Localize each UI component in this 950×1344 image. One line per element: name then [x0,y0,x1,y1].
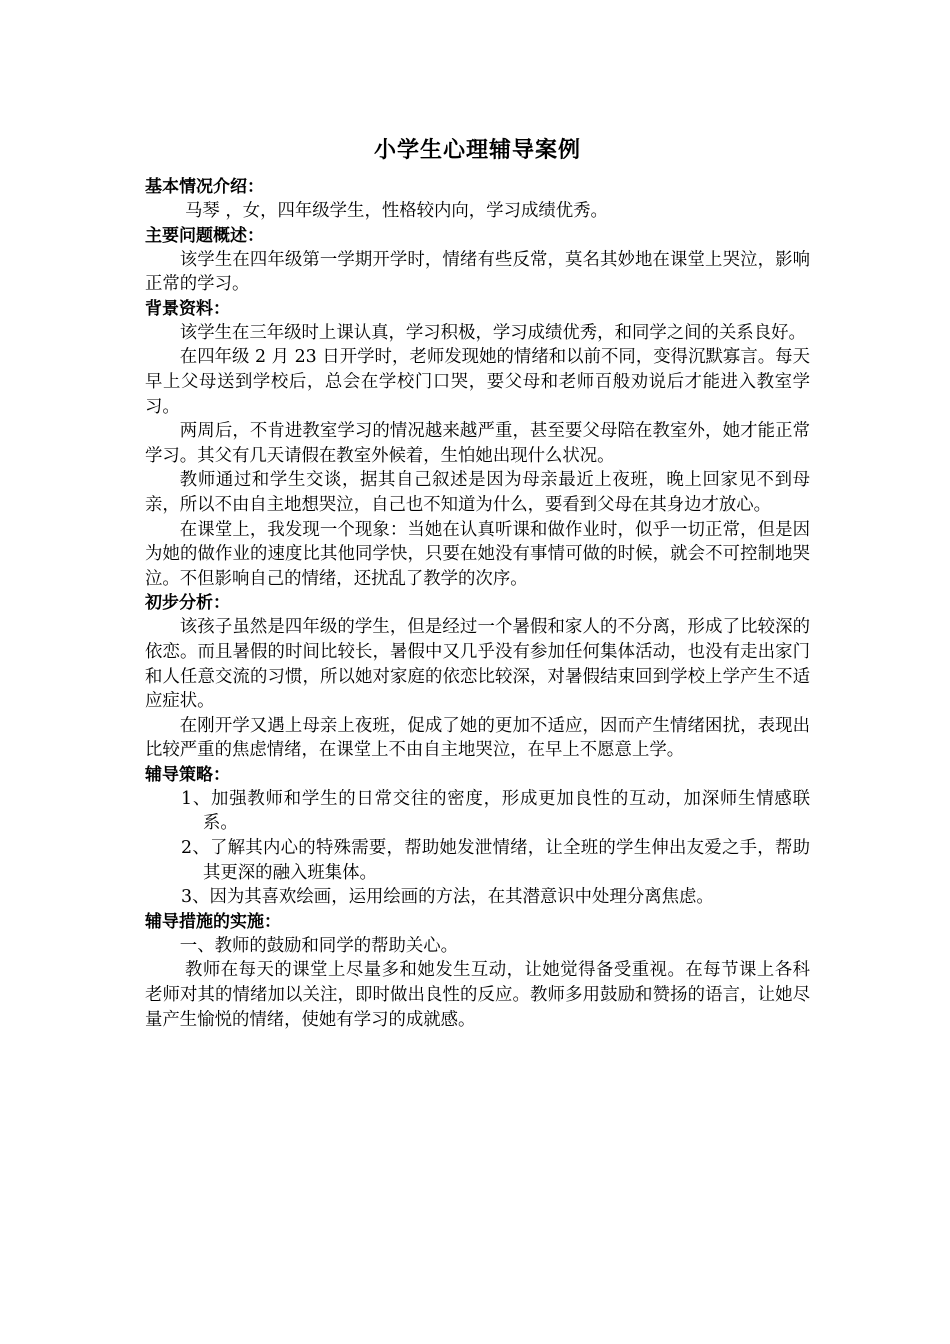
section-heading-implementation: 辅导措施的实施： [145,911,281,932]
background-paragraph: 在课堂上，我发现一个现象：当她在认真听课和做作业时，似乎一切正常，但是因为她的做作业的速度比其他同学快，只要在她没有事情可做的时候，就会不可控制地哭泣。不但影响自己的情绪，还扰乱了教学的次序。 [145,519,810,589]
section-problem-summary [145,224,810,297]
section-basic-info [145,175,810,224]
implementation-paragraph: 教师在每天的课堂上尽量多和她发生互动，让她觉得备受重视。在每节课上各科老师对其的情绪加以关注，即时做出良性的反应。教师多用鼓励和赞扬的语言，让她尽量产生愉悦的情绪，使她有学习的成就感。 [145,960,810,1030]
section-heading-problem-summary: 主要问题概述： [145,225,264,246]
section-background [145,297,810,592]
document-title: 小学生心理辅导案例 [373,138,581,163]
strategy-list [145,787,810,910]
section-heading-strategy: 辅导策略： [145,764,230,785]
strategy-list-item: 3、因为其喜欢绘画，运用绘画的方法，在其潜意识中处理分离焦虑。 [181,887,714,908]
background-paragraph: 该学生在三年级时上课认真，学习积极，学习成绩优秀，和同学之间的关系良好。 [179,322,806,343]
analysis-paragraph: 该孩子虽然是四年级的学生，但是经过一个暑假和家人的不分离，形成了比较深的依恋。而且暑假的时间比较长，暑假中又几乎没有参加任何集体活动，也没有走出家门和人任意交流的习惯，所以她对家庭的依恋比较深，对暑假结束回到学校上学产生不适应症状。 [145,617,810,712]
strategy-list-item: 1、加强教师和学生的日常交往的密度，形成更加良性的互动，加深师生情感联系。 [181,788,810,834]
strategy-list-item: 2、了解其内心的特殊需要，帮助她发泄情绪，让全班的学生伸出友爱之手，帮助其更深的融入班集体。 [181,838,810,883]
section-heading-analysis: 初步分析： [145,593,230,614]
section-analysis [145,591,810,763]
section-implementation [145,910,810,1032]
section-heading-background: 背景资料： [145,298,230,319]
section-heading-basic-info: 基本情况介绍： [145,177,264,197]
section-strategy [145,763,810,910]
basic-info-text: 马琴 ，女，四年级学生，性格较内向，学习成绩优秀。 [185,201,608,221]
background-paragraph: 在四年级 2 月 23 日开学时，老师发现她的情绪和以前不同，变得沉默寡言。每天早上父母送到学校后，总会在学校门口哭，要父母和老师百般劝说后才能进入教室学习。 [145,347,810,417]
document-page [145,135,810,1032]
problem-summary-text: 该学生在四年级第一学期开学时，情绪有些反常，莫名其妙地在课堂上哭泣，影响正常的学习。 [145,249,810,295]
implementation-subheading: 一、教师的鼓励和同学的帮助关心。 [179,935,459,956]
background-paragraph: 两周后，不肯进教室学习的情况越来越严重，甚至要父母陪在教室外，她才能正常学习。其父有几天请假在教室外候着，生怕她出现什么状况。 [145,421,810,466]
analysis-paragraph: 在刚开学又遇上母亲上夜班，促成了她的更加不适应，因而产生情绪困扰，表现出比较严重的焦虑情绪，在课堂上不由自主地哭泣，在早上不愿意上学。 [145,715,810,761]
background-paragraph: 教师通过和学生交谈，据其自己叙述是因为母亲最近上夜班，晚上回家见不到母亲，所以不由自主地想哭泣，自己也不知道为什么，要看到父母在其身边才放心。 [145,470,810,515]
